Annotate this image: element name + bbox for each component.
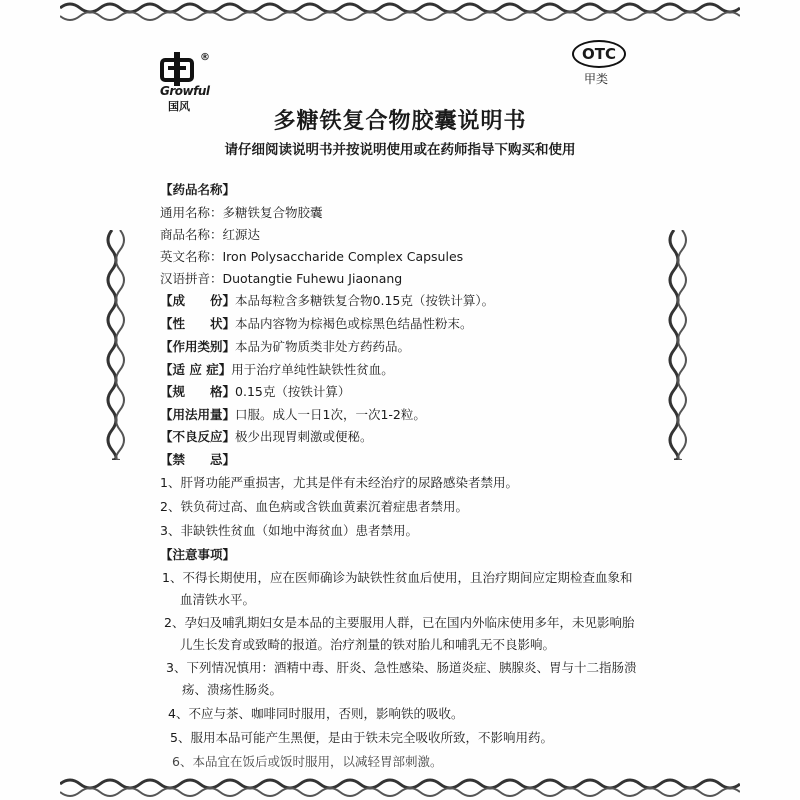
list-item: 1、肝肾功能严重损害，尤其是伴有未经治疗的尿路感染者禁用。	[160, 475, 518, 490]
field-row	[160, 339, 410, 355]
field-key: 【适 应 症】	[160, 362, 232, 377]
field-value: 本品每粒含多糖铁复合物0.15克（按铁计算）。	[235, 293, 495, 308]
decorative-border-top	[60, 0, 740, 26]
registered-mark: ®	[200, 52, 210, 63]
otc-badge: OTC	[572, 40, 626, 68]
logo-text-en: Growful	[160, 84, 210, 98]
field-row	[160, 429, 373, 445]
field-key: 【作用类别】	[160, 339, 236, 354]
list-item: 2、铁负荷过高、血色病或含铁血黄素沉着症患者禁用。	[160, 499, 468, 514]
otc-class: 甲类	[584, 72, 609, 86]
english-name: 英文名称：Iron Polysaccharide Complex Capsules	[160, 249, 464, 264]
field-row	[160, 407, 426, 423]
field-row	[160, 293, 494, 309]
field-value: 用于治疗单纯性缺铁性贫血。	[231, 362, 394, 377]
list-item-continuation: 疡、溃疡性肠炎。	[182, 682, 283, 697]
generic-name: 通用名称：多糖铁复合物胶囊	[160, 205, 323, 220]
list-item-continuation: 儿生长发育或致畸的报道。治疗剂量的铁对胎儿和哺乳无不良影响。	[180, 637, 556, 652]
trade-name: 商品名称：红源达	[160, 227, 261, 242]
field-key: 【不良反应】	[160, 429, 236, 444]
list-item-continuation: 血清铁水平。	[180, 592, 256, 607]
decorative-border-left	[102, 230, 128, 460]
field-key: 【成 份】	[160, 293, 236, 308]
field-value: 本品为矿物质类非处方药药品。	[235, 339, 411, 354]
field-value: 本品内容物为棕褐色或棕黑色结晶性粉末。	[235, 316, 473, 331]
logo-text-cn: 国风	[168, 100, 190, 113]
list-item: 4、不应与茶、咖啡同时服用，否则，影响铁的吸收。	[168, 706, 464, 721]
list-item: 1、不得长期使用，应在医师确诊为缺铁性贫血后使用，且治疗期间应定期检查血象和	[162, 570, 633, 585]
list-item: 5、服用本品可能产生黑便，是由于铁未完全吸收所致，不影响用药。	[170, 730, 553, 745]
list-item: 2、孕妇及哺乳期妇女是本品的主要服用人群，已在国内外临床使用多年，未见影响胎	[164, 615, 635, 630]
field-value: 口服。成人一日1次，一次1-2粒。	[235, 407, 426, 422]
field-key: 【规 格】	[160, 384, 236, 399]
brand-logo	[160, 52, 230, 112]
decorative-border-right	[666, 230, 692, 460]
list-item: 3、下列情况慎用：酒精中毒、肝炎、急性感染、肠道炎症、胰腺炎、胃与十二指肠溃	[166, 660, 637, 675]
field-key: 【用法用量】	[160, 407, 236, 422]
section-drug-name: 【药品名称】	[160, 182, 236, 197]
page-subtitle: 请仔细阅读说明书并按说明使用或在药师指导下购买和使用	[224, 142, 576, 158]
field-row	[160, 316, 473, 332]
pinyin-name: 汉语拼音：Duotangtie Fuhewu Jiaonang	[160, 271, 403, 286]
decorative-border-bottom	[60, 774, 740, 800]
field-value: 极少出现胃刺激或便秘。	[235, 429, 373, 444]
section-precautions: 【注意事项】	[160, 547, 236, 562]
page-title: 多糖铁复合物胶囊说明书	[273, 109, 527, 134]
list-item: 6、本品宜在饭后或饭时服用，以减轻胃部刺激。	[172, 754, 443, 769]
field-row	[160, 384, 350, 400]
list-item: 3、非缺铁性贫血（如地中海贫血）患者禁用。	[160, 523, 418, 538]
field-value: 0.15克（按铁计算）	[235, 384, 351, 399]
section-contraindications: 【禁 忌】	[160, 452, 236, 467]
field-key: 【性 状】	[160, 316, 236, 331]
field-row	[160, 362, 394, 378]
